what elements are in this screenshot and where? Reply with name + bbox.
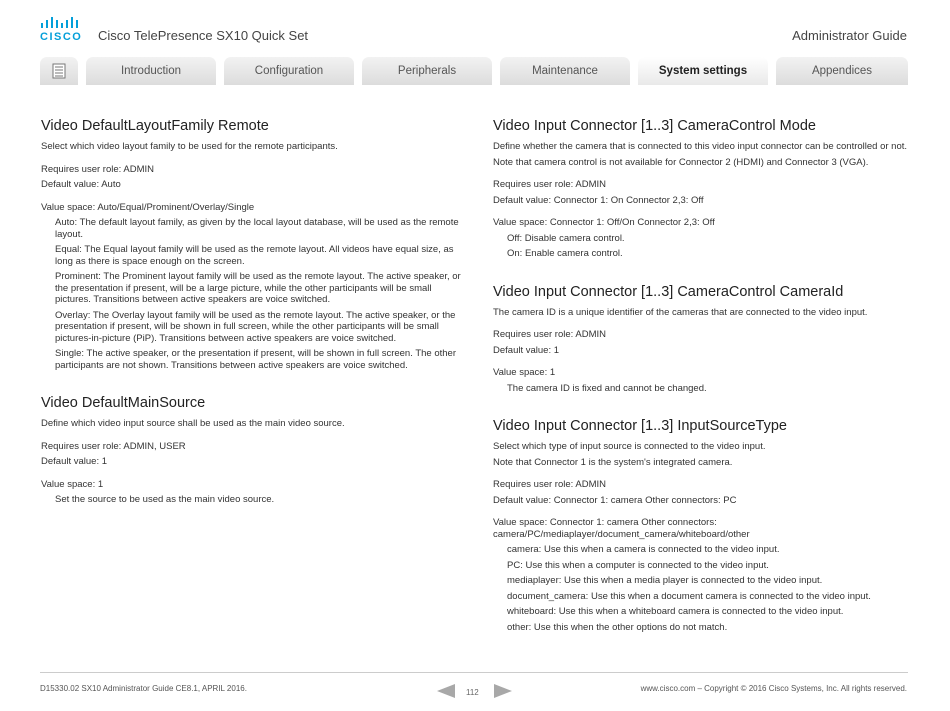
cisco-wordmark: CISCO xyxy=(40,31,83,43)
setting-description: Select which video layout family to be used for the remote participants. xyxy=(41,141,338,152)
cisco-bars-icon xyxy=(40,17,82,29)
previous-page-icon[interactable] xyxy=(437,684,455,698)
section-tabs xyxy=(40,57,908,85)
right-column xyxy=(493,118,911,657)
contents-icon xyxy=(52,63,66,79)
setting-option: document_camera: Use this when a document camera is connected to the video input. xyxy=(507,590,871,602)
setting-note: Note that Connector 1 is the system's integrated camera. xyxy=(493,456,733,468)
setting-description: Define which video input source shall be used as the main video source. xyxy=(41,418,345,429)
footer-divider xyxy=(40,672,908,673)
setting-value-space: Value space: 1 xyxy=(493,367,556,378)
tab-configuration[interactable]: Configuration xyxy=(224,57,354,85)
setting-role: Requires user role: ADMIN xyxy=(493,179,606,190)
setting-default: Default value: 1 xyxy=(493,344,560,356)
setting-default: Default value: Connector 1: camera Other connectors: PC xyxy=(493,494,737,506)
setting-value-space: Value space: 1 xyxy=(41,478,104,490)
setting-role: Requires user role: ADMIN xyxy=(41,163,154,175)
left-column xyxy=(41,118,461,530)
setting-option: The camera ID is fixed and cannot be changed. xyxy=(507,382,707,394)
setting-value-space: Value space: Connector 1: camera Other connectors: camera/PC/mediaplayer/document_camera/whiteboard/other xyxy=(493,517,750,540)
contents-tab[interactable] xyxy=(40,57,78,85)
setting-section xyxy=(493,284,911,395)
setting-default: Default value: 1 xyxy=(41,456,108,467)
setting-option: Prominent: The Prominent layout family will be used as the remote layout. The active speaker, or the presentation if present, will be a large picture, while the other participants will be small pictures. Transitions between active speakers are voice switched. xyxy=(55,271,461,305)
setting-title: Video DefaultMainSource xyxy=(41,395,206,411)
setting-title: Video DefaultLayoutFamily Remote xyxy=(41,118,269,134)
setting-option: Off: Disable camera control. xyxy=(507,232,625,244)
setting-description: The camera ID is a unique identifier of the cameras that are connected to the video input. xyxy=(493,306,868,318)
document-title: Cisco TelePresence SX10 Quick Set xyxy=(98,28,309,43)
setting-option: mediaplayer: Use this when a media player is connected to the video input. xyxy=(507,575,823,586)
setting-value-space: Value space: Auto/Equal/Prominent/Overlay/Single xyxy=(41,201,255,213)
setting-section xyxy=(41,395,461,506)
setting-option: Single: The active speaker, or the presentation if present, will be shown in full screen. The other participants are not shown. Transitions between active speakers are voice switched. xyxy=(55,348,456,371)
setting-option: camera: Use this when a camera is connected to the video input. xyxy=(507,544,780,555)
setting-title: Video Input Connector [1..3] CameraControl CameraId xyxy=(493,283,844,300)
setting-note: Note that camera control is not available for Connector 2 (HDMI) and Connector 3 (VGA). xyxy=(493,156,869,168)
setting-title: Video Input Connector [1..3] InputSourceType xyxy=(493,418,787,434)
setting-value-space: Value space: Connector 1: Off/On Connector 2,3: Off xyxy=(493,217,715,228)
setting-role: Requires user role: ADMIN xyxy=(493,329,606,340)
setting-description: Define whether the camera that is connected to this video input connector can be controlled or not. xyxy=(493,141,908,152)
setting-option: other: Use this when the other options do not match. xyxy=(507,621,728,633)
setting-default: Default value: Connector 1: On Connector 2,3: Off xyxy=(493,194,704,206)
page-header xyxy=(0,0,950,50)
cisco-logo xyxy=(40,17,82,43)
page-number: 112 xyxy=(466,688,479,697)
footer-doc-id: D15330.02 SX10 Administrator Guide CE8.1, APRIL 2016. xyxy=(40,684,247,693)
setting-section xyxy=(41,118,461,371)
setting-option: On: Enable camera control. xyxy=(507,248,623,259)
setting-default: Default value: Auto xyxy=(41,179,121,190)
setting-option: Equal: The Equal layout family will be used as the remote layout. All videos have equal size, as long as there is space enough on the screen. xyxy=(55,244,454,267)
setting-option: Overlay: The Overlay layout family will be used as the remote layout. The active speaker, or the presentation if present, will be shown in full screen, while the other participants will be small pictures-in-picture (PiP). Transitions between active speakers are voice switched. xyxy=(55,309,456,344)
tab-introduction[interactable]: Introduction xyxy=(86,57,216,85)
setting-section xyxy=(493,118,911,260)
setting-description: Select which type of input source is connected to the video input. xyxy=(493,441,766,452)
setting-title: Video Input Connector [1..3] CameraControl Mode xyxy=(493,118,816,134)
setting-option: Set the source to be used as the main video source. xyxy=(55,494,275,505)
setting-section xyxy=(493,418,911,633)
setting-option: PC: Use this when a computer is connected to the video input. xyxy=(507,559,769,571)
next-page-icon[interactable] xyxy=(494,684,512,698)
setting-option: Auto: The default layout family, as given by the local layout database, will be used as the remote layout. xyxy=(55,217,459,240)
footer-copyright: www.cisco.com – Copyright © 2016 Cisco Systems, Inc. All rights reserved. xyxy=(640,684,907,693)
tab-system-settings[interactable]: System settings xyxy=(638,57,768,85)
setting-role: Requires user role: ADMIN xyxy=(493,479,606,490)
setting-option: whiteboard: Use this when a whiteboard camera is connected to the video input. xyxy=(507,606,844,617)
tab-maintenance[interactable]: Maintenance xyxy=(500,57,630,85)
tab-appendices[interactable]: Appendices xyxy=(776,57,908,85)
tab-peripherals[interactable]: Peripherals xyxy=(362,57,492,85)
setting-role: Requires user role: ADMIN, USER xyxy=(41,440,186,452)
document-type: Administrator Guide xyxy=(792,28,907,43)
